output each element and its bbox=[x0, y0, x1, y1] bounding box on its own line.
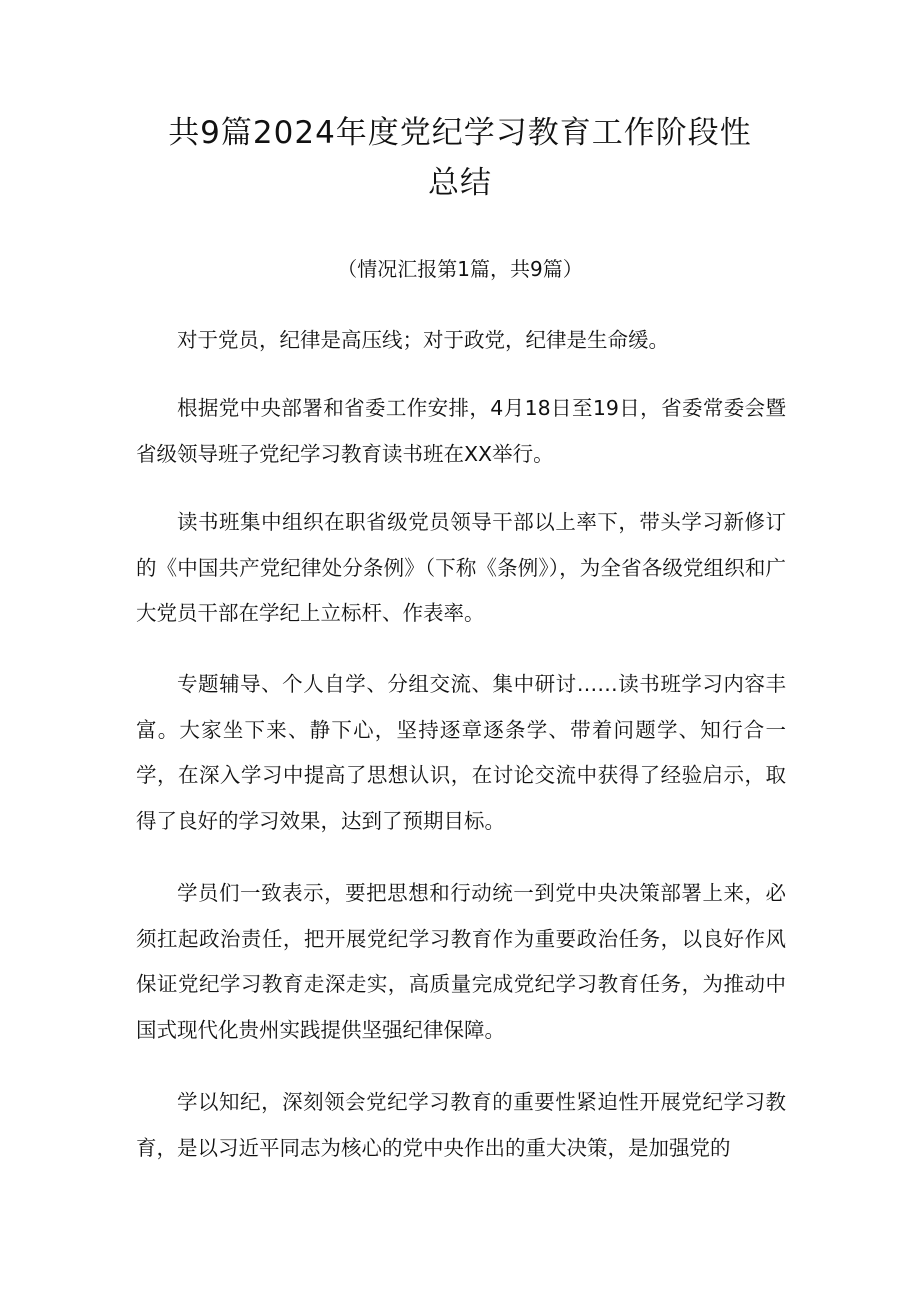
paragraph: 学员们一致表示，要把思想和行动统一到党中央决策部署上来，必须扛起政治责任，把开展党纪学习教育作为重要政治任务，以良好作风保证党纪学习教育走深走实，高质量完成党纪学习教育任务，为推动中国式现代化贵州实践提供坚强纪律保障。 bbox=[136, 881, 786, 1042]
document-title-line-1: 共9篇2024年度党纪学习教育工作阶段性 bbox=[168, 115, 752, 151]
document-subtitle: （情况汇报第1篇，共9篇） bbox=[337, 257, 583, 281]
paragraph: 专题辅导、个人自学、分组交流、集中研讨……读书班学习内容丰富。大家坐下来、静下心，坚持逐章逐条学、带着问题学、知行合一学，在深入学习中提高了思想认识，在讨论交流中获得了经验启示，取得了良好的学习效果，达到了预期目标。 bbox=[136, 672, 786, 833]
paragraph: 对于党员，纪律是高压线；对于政党，纪律是生命缓。 bbox=[177, 328, 669, 352]
document-title-line-2: 总结 bbox=[428, 165, 492, 201]
paragraph: 根据党中央部署和省委工作安排，4月18日至19日，省委常委会暨省级领导班子党纪学习教育读书班在XX举行。 bbox=[136, 396, 786, 466]
paragraph: 学以知纪，深刻领会党纪学习教育的重要性紧迫性开展党纪学习教育，是以习近平同志为核心的党中央作出的重大决策，是加强党的 bbox=[136, 1090, 786, 1160]
paragraph: 读书班集中组织在职省级党员领导干部以上率下，带头学习新修订的《中国共产党纪律处分条例》（下称《条例》），为全省各级党组织和广大党员干部在学纪上立标杆、作表率。 bbox=[136, 510, 786, 625]
